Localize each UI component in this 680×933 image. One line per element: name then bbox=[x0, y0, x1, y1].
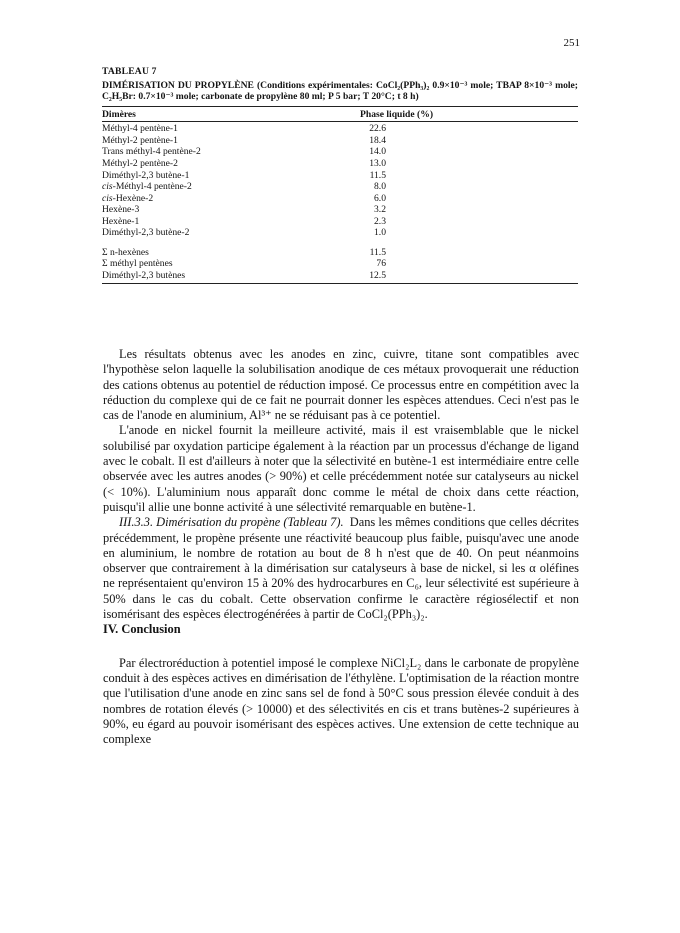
table-bottom-rule bbox=[102, 283, 578, 284]
table-row bbox=[102, 123, 578, 135]
subsection-heading: III.3.3. Dimérisation du propène (Tableau 7). bbox=[119, 515, 344, 530]
percent-value: 3.2 bbox=[374, 204, 386, 216]
value-cell bbox=[360, 227, 578, 239]
paragraph-anodes: Les résultats obtenus avec les anodes en zinc, cuivre, titane sont compatibles avec l'hypothèse selon laquelle la solubilisation anodique de ces métaux provoquerait une réduction des cations obtenus au potentiel de réduction imposé. Ce processus entre en compétition avec la réduction du complexe qui de ce fait ne pourrait donner les espèces attendues. Ceci n'est pas le cas de l'anode en aluminium, Al³⁺ ne se réduisant pas à ce potentiel. bbox=[103, 347, 579, 423]
value-cell bbox=[360, 123, 578, 135]
dimer-name: Σ n-hexènes bbox=[102, 246, 149, 258]
table-header-rule bbox=[102, 121, 578, 122]
dimer-name: Σ méthyl pentènes bbox=[102, 258, 173, 270]
table-row bbox=[102, 227, 578, 239]
value-cell bbox=[360, 204, 578, 216]
paragraph-conclusion: Par électroréduction à potentiel imposé le complexe NiCl₂L₂ dans le carbonate de propylène conduit à des espèces actives en dimérisation de l'éthylène. L'optimisation de la réaction montre que l'utilisation d'une anode en zinc sans sel de fond à 50°C sous pression élevée conduit à des nombres de rotation élevés (> 10000) et des sélectivités en cis et trans butènes-2 supérieures à 90%, eu égard au pouvoir isomérisant des espèces actives. Une extension de cette technique au complexe bbox=[103, 655, 579, 747]
percent-value: 13.0 bbox=[369, 158, 386, 170]
percent-value: 6.0 bbox=[374, 192, 386, 204]
sum-row bbox=[102, 247, 578, 259]
percent-value: 11.5 bbox=[369, 246, 386, 258]
table-row bbox=[102, 193, 578, 205]
percent-value: 22.6 bbox=[369, 123, 386, 135]
table-row bbox=[102, 181, 578, 193]
value-cell bbox=[360, 146, 578, 158]
table-body bbox=[102, 123, 578, 238]
value-cell bbox=[360, 170, 578, 182]
table-caption: DIMÉRISATION DU PROPYLÈNE (Conditions expérimentales: CoCl₂(PPh₃)₂ 0.9×10⁻³ mole; TBAP 8×10⁻³ mole; C₂H₅Br: 0.7×10⁻³ mole; carbonate de propylène 80 ml; P 5 bar; T 20°C; t 8 h) bbox=[102, 79, 578, 103]
dimer-name: Méthyl-4 pentène-1 bbox=[102, 123, 178, 135]
percent-value: 1.0 bbox=[374, 227, 386, 239]
value-cell bbox=[360, 216, 578, 228]
sum-row bbox=[102, 258, 578, 270]
sum-row bbox=[102, 270, 578, 282]
dimer-name: cis-Hexène-2 bbox=[102, 192, 154, 204]
dimer-name: Méthyl-2 pentène-1 bbox=[102, 134, 178, 146]
table-row bbox=[102, 135, 578, 147]
percent-value: 8.0 bbox=[374, 181, 386, 193]
value-cell bbox=[360, 158, 578, 170]
value-cell bbox=[360, 270, 578, 282]
header-phase-liquide: Phase liquide (%) bbox=[360, 108, 434, 120]
percent-value: 76 bbox=[376, 258, 386, 270]
table-row bbox=[102, 146, 578, 158]
table-row bbox=[102, 216, 578, 228]
dimer-name: Méthyl-2 pentène-2 bbox=[102, 158, 178, 170]
value-cell bbox=[360, 181, 578, 193]
subsection-body: Dans les mêmes conditions que celles décrites précédemment, le propène présente une réactivité beaucoup plus faible, puisqu'avec une anode en aluminium, le nombre de rotation au bout de 8 h n'est que de 40. On peut néanmoins observer que contrairement à la dimérisation sur catalyseurs à base de nickel, si les α oléfines ne représentaient qu'environ 15 à 20% des hydrocarbures en C₆, leur sélectivité est supérieure à 50% dans le cas du cobalt. Cette observation confirme le caractère régiosélectif et non isomérisant des espèces électrogénérées à partir de CoCl₂(PPh₃)₂. bbox=[103, 515, 579, 622]
dimer-name: Hexène-3 bbox=[102, 204, 140, 216]
paragraph-nickel: L'anode en nickel fournit la meilleure activité, mais il est vraisemblable que le nickel solubilisé par oxydation participe également à la réaction par un processus d'échange de ligand avec le cobalt. Il est d'ailleurs à noter que la sélectivité en butène-1 est intermédiaire entre celle observée avec les autres anodes (> 90%) et celle précédemment notée sur catalyseurs au nickel (< 10%). L'aluminium nous apparaît donc comme le métal de choix dans cette réaction, puisqu'il allie une bonne activité à une sélectivité remarquable en butène-1. bbox=[103, 423, 579, 514]
paragraph-propene bbox=[103, 515, 579, 622]
table-sums bbox=[102, 247, 578, 282]
table-header-row bbox=[102, 107, 578, 122]
percent-value: 18.4 bbox=[369, 134, 386, 146]
dimer-name: Trans méthyl-4 pentène-2 bbox=[102, 146, 201, 158]
dimer-name: Diméthyl-2,3 butène-2 bbox=[102, 227, 190, 239]
section-title: IV. Conclusion bbox=[103, 622, 181, 637]
dimer-name: Diméthyl-2,3 butènes bbox=[102, 269, 186, 281]
header-dimeres: Dimères bbox=[102, 108, 136, 120]
body-text bbox=[103, 347, 579, 747]
value-cell bbox=[360, 247, 578, 259]
percent-value: 11.5 bbox=[369, 169, 386, 181]
page-number: 251 bbox=[563, 37, 580, 49]
percent-value: 14.0 bbox=[369, 146, 386, 158]
dimer-name: cis-Méthyl-4 pentène-2 bbox=[102, 181, 192, 193]
table-row bbox=[102, 158, 578, 170]
value-cell bbox=[360, 193, 578, 205]
table-7 bbox=[102, 66, 578, 284]
percent-value: 2.3 bbox=[374, 215, 386, 227]
value-cell bbox=[360, 258, 578, 270]
table-label: TABLEAU 7 bbox=[102, 66, 157, 77]
table-row bbox=[102, 204, 578, 216]
dimer-name: Diméthyl-2,3 butène-1 bbox=[102, 169, 190, 181]
table-row bbox=[102, 170, 578, 182]
dimer-name: Hexène-1 bbox=[102, 215, 140, 227]
percent-value: 12.5 bbox=[369, 269, 386, 281]
value-cell bbox=[360, 135, 578, 147]
